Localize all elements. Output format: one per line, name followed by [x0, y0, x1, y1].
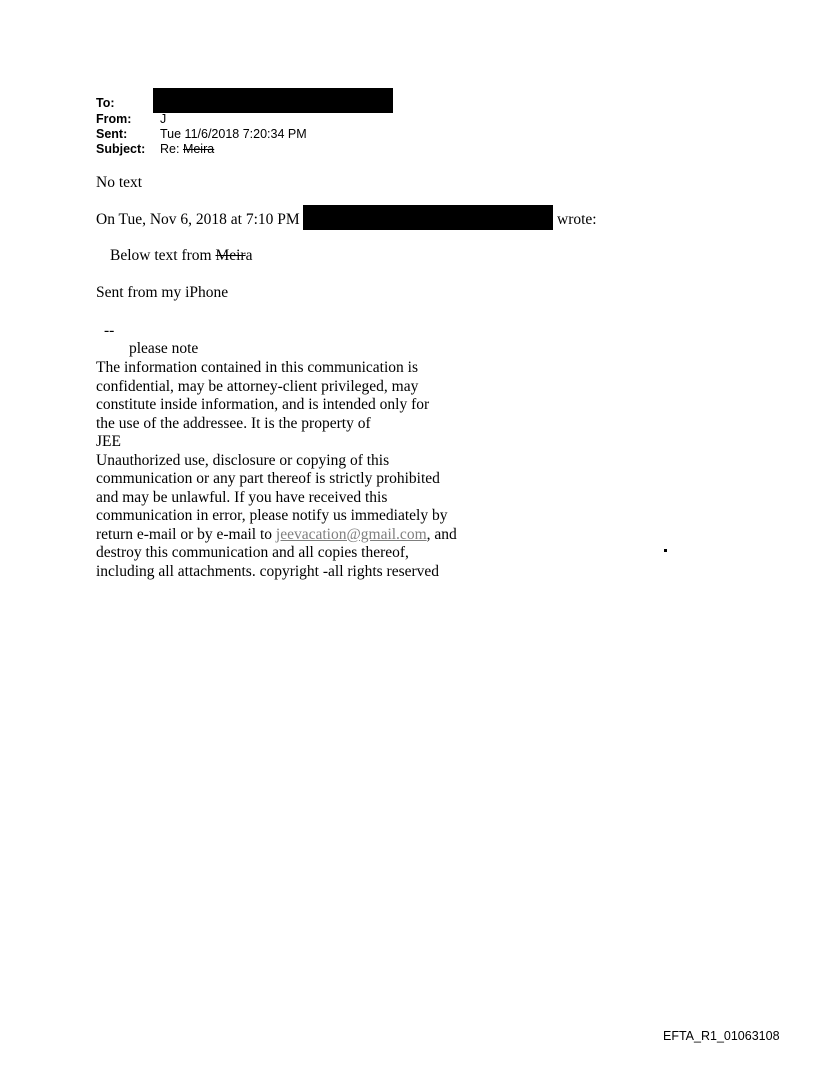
disclaimer-line: confidential, may be attorney-client privileged, may	[96, 377, 419, 395]
disclaimer-line: The information contained in this communication is	[96, 359, 418, 376]
please-note-line: please note	[129, 340, 199, 357]
disclaimer-line: destroy this communication and all copies thereof,	[96, 544, 409, 561]
below-text-prefix: Below text from	[110, 247, 212, 264]
no-text-line: No text	[96, 174, 143, 191]
disclaimer-line: JEE	[96, 433, 121, 450]
from-value: J	[160, 112, 167, 126]
document-id: EFTA_R1_01063108	[663, 1029, 780, 1043]
disclaimer-line: and may be unlawful. If you have received this	[96, 488, 388, 506]
disclaimer-line: constitute inside information, and is intended only for	[96, 396, 430, 413]
disclaimer-line: the use of the addressee. It is the property of	[96, 414, 371, 432]
disclaimer-line: Unauthorized use, disclosure or copying of this	[96, 451, 390, 469]
disclaimer-line: including all attachments. copyright -all rights reserved	[96, 562, 440, 580]
subject-value	[160, 142, 214, 157]
subject-prefix: Re:	[160, 142, 180, 156]
email-link[interactable]: jeevacation@gmail.com	[275, 525, 427, 543]
quote-prefix: On Tue, Nov 6, 2018 at 7:10 PM	[96, 211, 300, 228]
below-text-suffix: a	[245, 247, 253, 264]
return-email-line	[96, 526, 457, 545]
disclaimer-block	[96, 359, 457, 581]
quote-intro	[96, 211, 300, 230]
return-prefix: return e-mail or by e-mail to	[96, 525, 273, 543]
below-text-struck: Meir	[215, 247, 246, 264]
sent-value: Tue 11/6/2018 7:20:34 PM	[160, 127, 307, 141]
from-label: From:	[96, 112, 132, 126]
below-text-line	[110, 247, 253, 266]
quote-suffix: wrote:	[557, 211, 597, 228]
stray-dot-mark	[664, 549, 667, 552]
subject-label: Subject:	[96, 142, 146, 156]
disclaimer-line: communication in error, please notify us immediately by	[96, 507, 448, 524]
subject-struck-name: Meira	[182, 142, 215, 156]
sent-label: Sent:	[96, 127, 128, 141]
to-label: To:	[96, 96, 115, 110]
disclaimer-line: communication or any part thereof is strictly prohibited	[96, 470, 440, 487]
sender-redaction	[303, 205, 553, 230]
return-suffix: , and	[426, 525, 457, 543]
signature-dashes: --	[104, 322, 115, 339]
to-redaction	[153, 88, 393, 113]
sent-from-line: Sent from my iPhone	[96, 284, 229, 301]
